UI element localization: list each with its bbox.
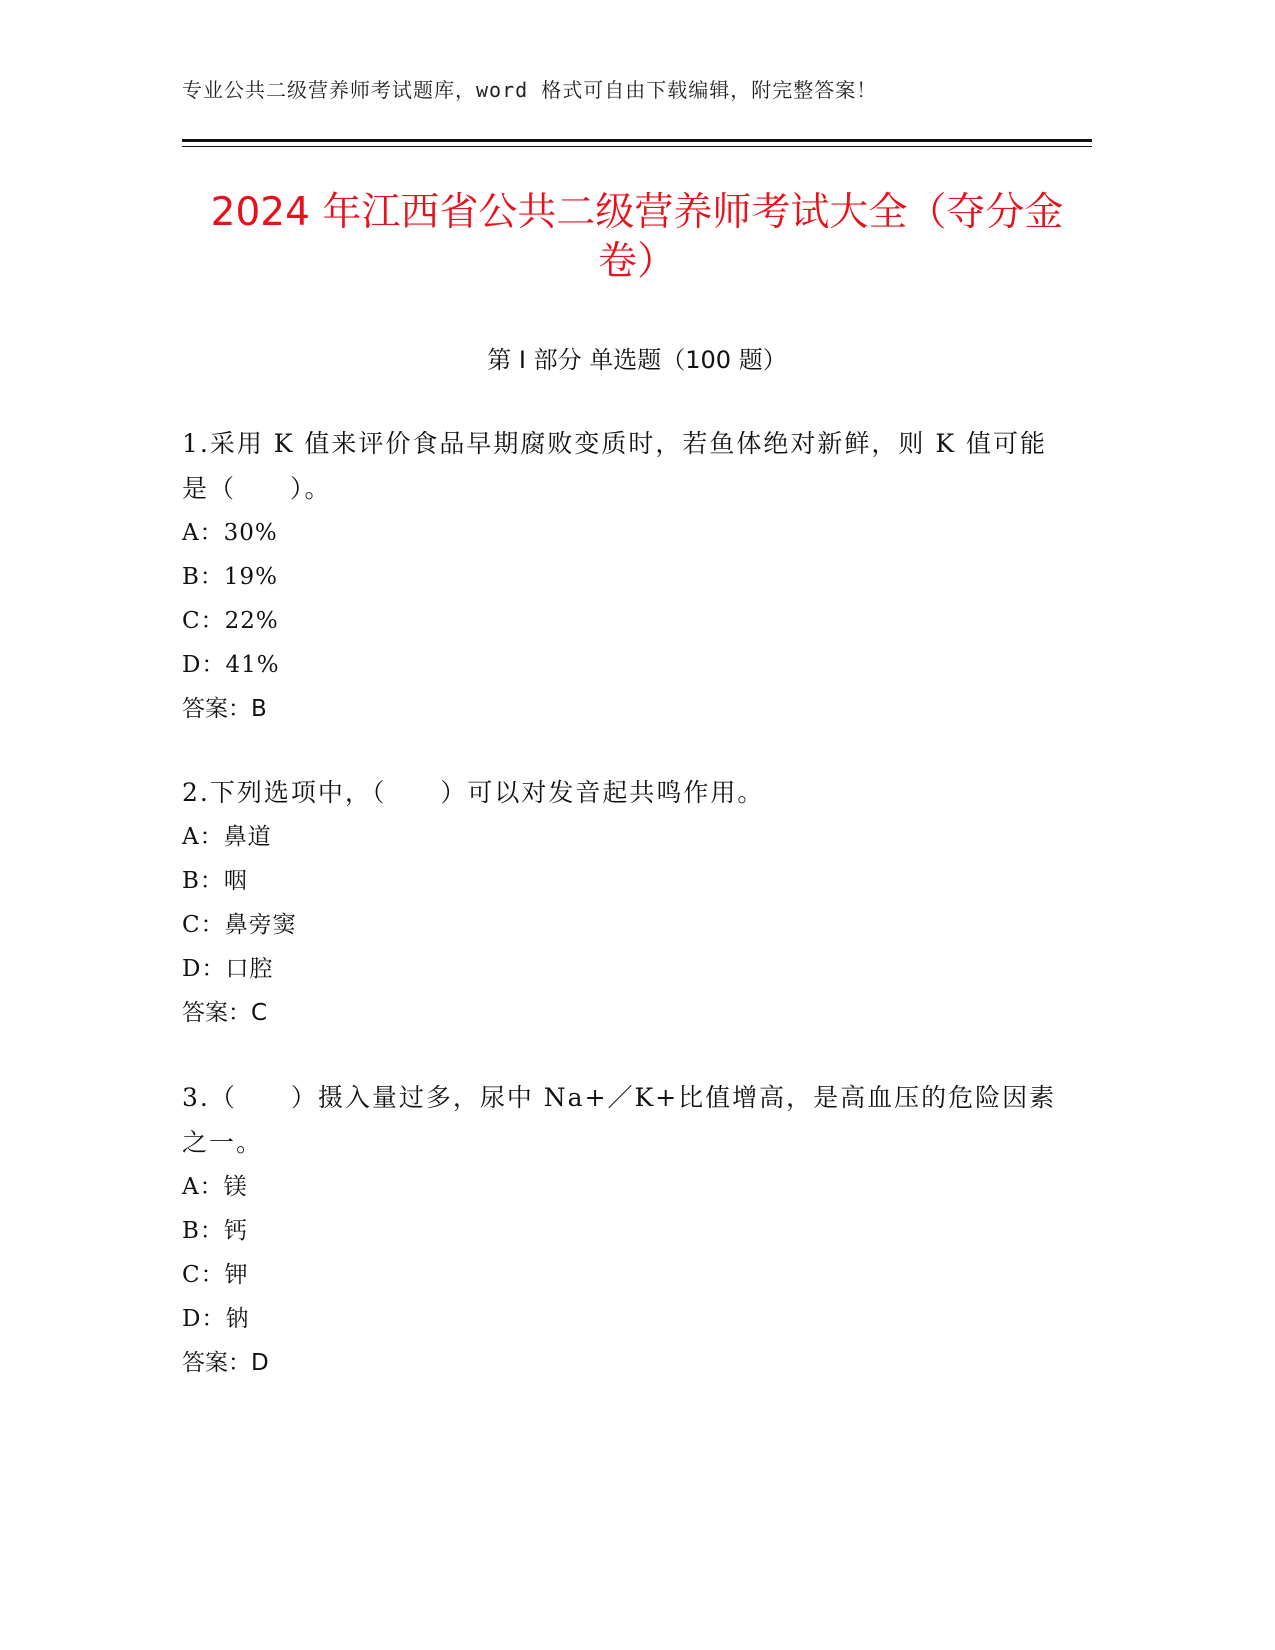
answer: 答案：C <box>182 1000 268 1026</box>
question-stem: 1.采用 K 值来评价食品早期腐败变质时，若鱼体绝对新鲜，则 K 值可能是（ ）。 <box>182 429 1047 503</box>
question-1 <box>182 421 1062 731</box>
header-rule-thick <box>182 139 1092 142</box>
option-a: A：鼻道 <box>182 824 272 850</box>
section-heading: 第 I 部分 单选题（100 题） <box>487 346 787 374</box>
option-b: B：咽 <box>182 868 248 894</box>
header-rule-thin <box>182 146 1092 147</box>
answer: 答案：B <box>182 696 267 722</box>
option-b: B：19% <box>182 564 279 590</box>
option-d: D：口腔 <box>182 956 274 982</box>
option-d: D：41% <box>182 652 280 678</box>
option-c: C：22% <box>182 608 279 634</box>
question-3 <box>182 1075 1062 1385</box>
header-note: 专业公共二级营养师考试题库，word 格式可自由下载编辑，附完整答案！ <box>182 78 878 102</box>
option-d: D：钠 <box>182 1306 250 1332</box>
question-stem: 3.（ ）摄入量过多，尿中 Na+／K+比值增高，是高血压的危险因素之一。 <box>182 1083 1057 1157</box>
answer: 答案：D <box>182 1350 269 1376</box>
option-a: A：镁 <box>182 1174 248 1200</box>
option-b: B：钙 <box>182 1218 248 1244</box>
question-stem: 2.下列选项中，（ ）可以对发音起共鸣作用。 <box>182 778 765 807</box>
option-a: A：30% <box>182 520 278 546</box>
question-2 <box>182 770 1062 1035</box>
option-c: C：钾 <box>182 1262 249 1288</box>
document-title: 2024 年江西省公共二级营养师考试大全（夺分金卷） <box>210 190 1064 284</box>
option-c: C：鼻旁窦 <box>182 912 297 938</box>
